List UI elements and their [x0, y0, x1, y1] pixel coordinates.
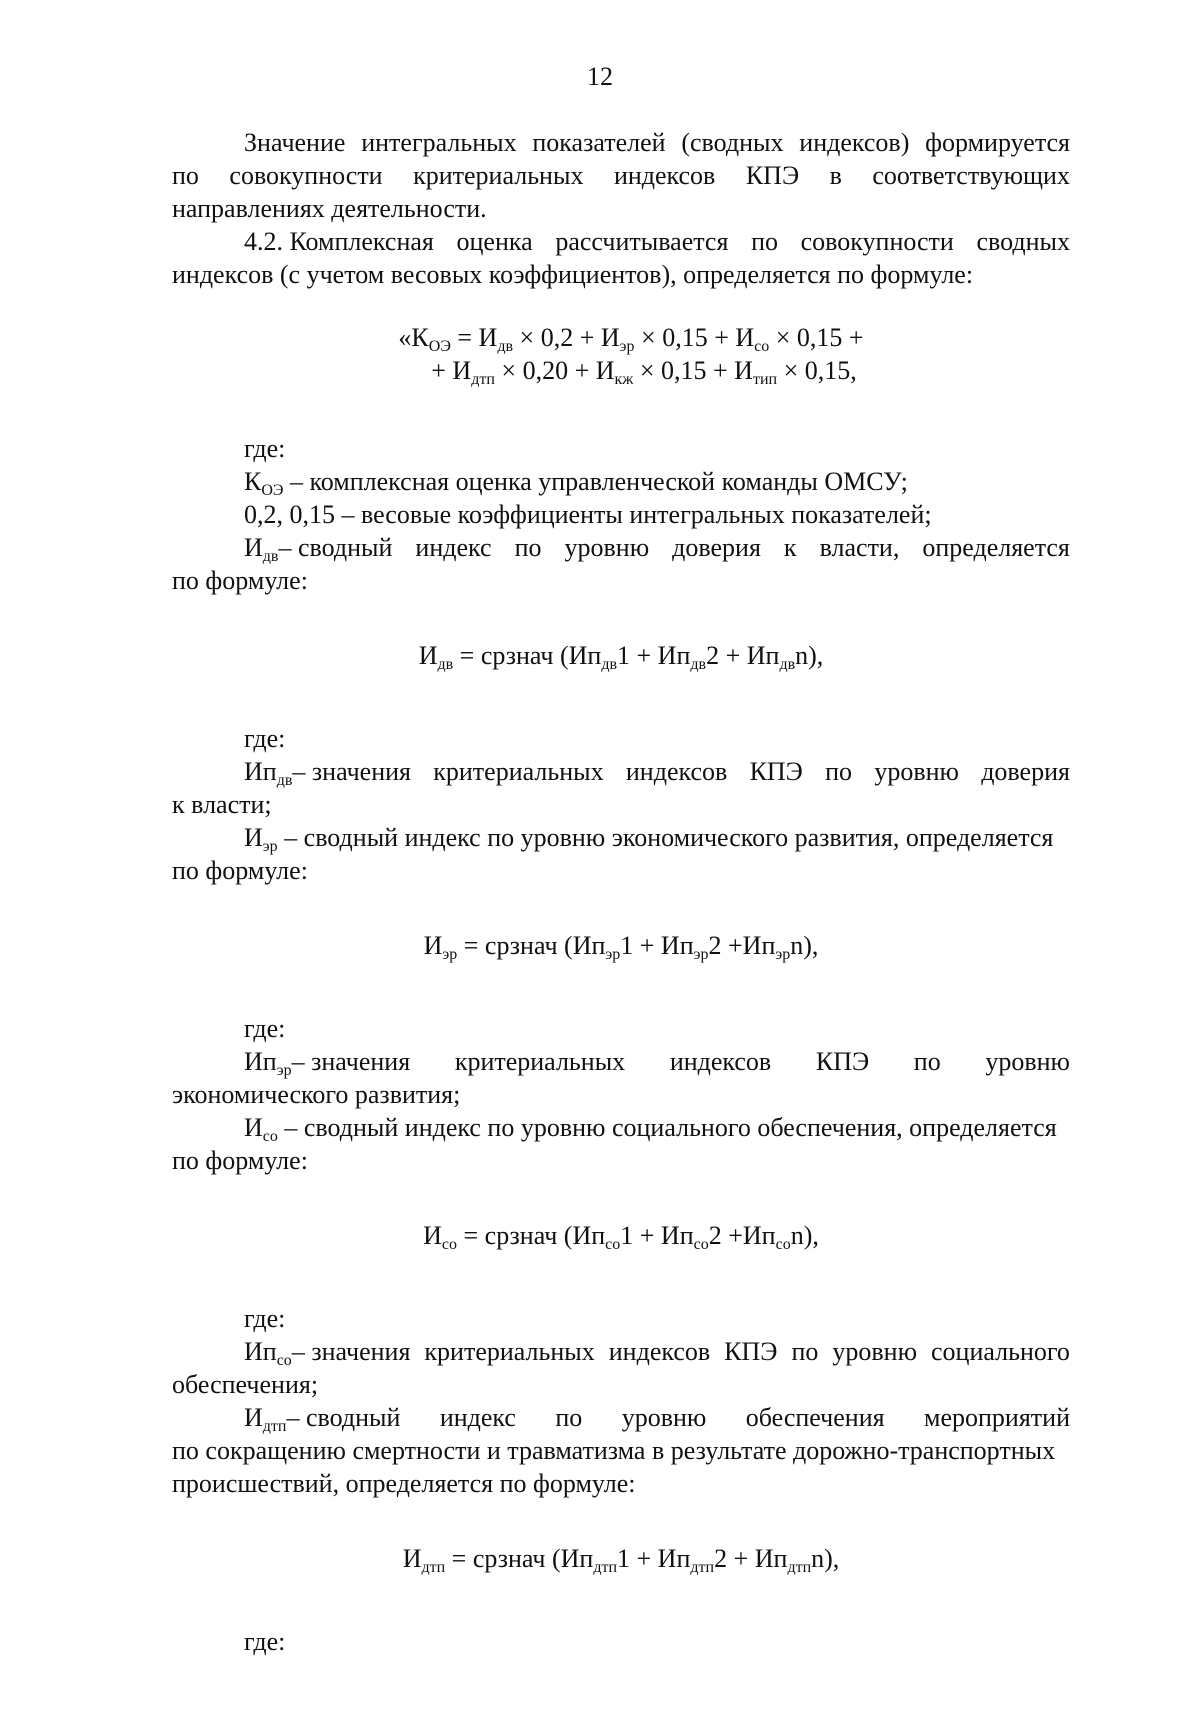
word: уровню	[985, 1047, 1070, 1076]
def-iper-line-1	[172, 1045, 1070, 1078]
word: КПЭ	[724, 1337, 778, 1366]
word: $И_{дтп}-$ сводный	[244, 1403, 401, 1435]
def-iper	[172, 1045, 1070, 1111]
where-label: где:	[244, 434, 286, 463]
word: уровню	[832, 1337, 918, 1366]
word: уровню	[564, 533, 650, 562]
word: КПЭ	[749, 757, 803, 786]
def-ier	[172, 821, 1070, 887]
formula-main	[172, 321, 1070, 387]
def-ipdv	[172, 755, 1070, 821]
def-ipco	[172, 1335, 1070, 1401]
word: совокупности	[800, 227, 954, 256]
word: индекс	[415, 533, 492, 562]
symbol: И	[244, 1403, 263, 1432]
symbol-subscript: эр	[276, 1062, 292, 1079]
word: по	[791, 1337, 819, 1366]
def-ipco-line-2: обеспечения;	[172, 1370, 319, 1399]
formula-er: $И_{эр}$ = срзнач $(Ип_{эр}1 + Ип_{эр}2 +Ип_{эр}n)$,	[423, 931, 819, 963]
word: критериальных	[424, 1337, 595, 1366]
page-number: 12	[587, 62, 613, 91]
symbol-subscript: дв	[262, 548, 279, 565]
def-idtp-line-1	[172, 1401, 1070, 1434]
where-label-3: где:	[244, 1014, 286, 1043]
document-body	[172, 126, 1070, 1658]
word: оценка	[456, 227, 533, 256]
word: индексов	[608, 1337, 711, 1366]
symbol-subscript: со	[276, 1352, 292, 1369]
def-ico-line-1: $И_{со}$ – сводный индекс по уровню социального обеспечения, определяется	[244, 1113, 1057, 1145]
symbol: Ип	[244, 1337, 277, 1366]
def-ier-line-1: $И_{эр}$ – сводный индекс по уровню экономического развития, определяется	[244, 823, 1054, 855]
word: по	[913, 1047, 941, 1076]
word: социального	[931, 1337, 1070, 1366]
symbol: Ип	[244, 757, 277, 786]
def-idtp	[172, 1401, 1070, 1500]
def-ier-line-2: по формуле:	[172, 856, 308, 885]
word: критериальных	[413, 161, 584, 190]
intro-line-3: направлениях деятельности.	[172, 194, 487, 223]
where-label-2: где:	[244, 724, 286, 753]
p42-line-2: индексов (с учетом весовых коэффициентов), определяется по формуле:	[172, 260, 974, 289]
word: Значение	[244, 128, 346, 157]
formula-dv: $И_{дв}$ = срзнач $(Ип_{дв}1 + Ип_{дв}2 + Ип_{дв}n)$,	[418, 641, 824, 673]
formula-main-line-1: «$К_{ОЭ} = И_{дв} \times 0,2 + И_{эр} \times 0,15 + И_{со} \times 0,15$ +	[398, 323, 864, 355]
word: определяется	[922, 533, 1070, 562]
word: власти,	[819, 533, 900, 562]
def-idtp-line-3: происшествий, определяется по формуле:	[172, 1469, 636, 1498]
formula-co: $И_{со}$ = срзнач $(Ип_{со}1 + Ип_{со}2 +Ип_{со}n)$,	[423, 1221, 819, 1253]
word: доверия	[981, 757, 1070, 786]
word: критериальных	[454, 1047, 626, 1076]
word: совокупности	[229, 161, 383, 190]
def-ipco-line-1	[172, 1335, 1070, 1368]
word: по	[751, 227, 778, 256]
word: уровню	[621, 1403, 707, 1432]
word: сводных	[976, 227, 1070, 256]
def-weights: 0,2, 0,15 – весовые коэффициенты интегральных показателей;	[244, 500, 932, 529]
paragraph-4-2	[172, 225, 1070, 291]
word: критериальных	[433, 757, 604, 786]
p42-line-1	[172, 225, 1070, 258]
word: по	[555, 1403, 583, 1432]
word: $Ип_{со}-$ значения	[244, 1337, 411, 1369]
def-idv	[172, 531, 1070, 597]
word: к	[783, 533, 797, 562]
symbol: Ип	[244, 1047, 277, 1076]
def-ipdv-line-1	[172, 755, 1070, 788]
word: соответствующих	[872, 161, 1070, 190]
formula-main-line-2: + $И_{дтп} \times 0,20 + И_{кж} \times 0,15 + И_{тип} \times 0,15$,	[431, 356, 857, 388]
word: интегральных	[361, 128, 517, 157]
word: КПЭ	[815, 1047, 870, 1076]
word: индексов	[669, 1047, 772, 1076]
word: индексов	[613, 161, 716, 190]
word: индексов)	[799, 128, 910, 157]
def-idv-line-2: по формуле:	[172, 566, 308, 595]
paragraph-intro	[172, 126, 1070, 225]
intro-line-1	[172, 126, 1070, 159]
word: по	[825, 757, 853, 786]
def-ico-line-2: по формуле:	[172, 1146, 308, 1175]
word: $Ип_{эр}-$ значения	[244, 1047, 411, 1079]
word: индексов	[625, 757, 728, 786]
def-ipdv-line-2: к власти;	[172, 790, 272, 819]
word: КПЭ	[745, 161, 800, 190]
word: доверия	[672, 533, 761, 562]
word: обеспечения	[745, 1403, 885, 1432]
where-label-5: где:	[244, 1627, 286, 1656]
word: по	[514, 533, 542, 562]
word: $И_{дв}-$ сводный	[244, 533, 393, 565]
word: рассчитывается	[555, 227, 729, 256]
symbol-subscript: дтп	[262, 1418, 287, 1435]
word: (сводных	[681, 128, 784, 157]
word: по	[172, 161, 199, 190]
def-koe: $К_{ОЭ}$ – комплексная оценка управленческой команды ОМСУ;	[244, 467, 908, 499]
def-ico	[172, 1111, 1070, 1177]
word: уровню	[874, 757, 959, 786]
def-idtp-line-2: по сокращению смертности и травматизма в результате дорожно-транспортных	[172, 1436, 1056, 1465]
symbol-subscript: дв	[276, 772, 293, 789]
word: мероприятий	[924, 1403, 1070, 1432]
word: индекс	[439, 1403, 516, 1432]
def-iper-line-2: экономического развития;	[172, 1080, 461, 1109]
symbol: И	[244, 533, 263, 562]
word: $Ип_{дв}-$ значения	[244, 757, 411, 789]
formula-dtp: $И_{дтп}$ = срзнач $(Ип_{дтп}1 + Ип_{дтп}2 + Ип_{дтп}n)$,	[402, 1544, 840, 1576]
def-idv-line-1	[172, 531, 1070, 564]
where-label-4: где:	[244, 1304, 286, 1333]
word: формируется	[925, 128, 1070, 157]
word: в	[829, 161, 842, 190]
word: показателей	[532, 128, 666, 157]
word: 4.2. Комплексная	[244, 227, 434, 256]
intro-line-2	[172, 159, 1070, 192]
